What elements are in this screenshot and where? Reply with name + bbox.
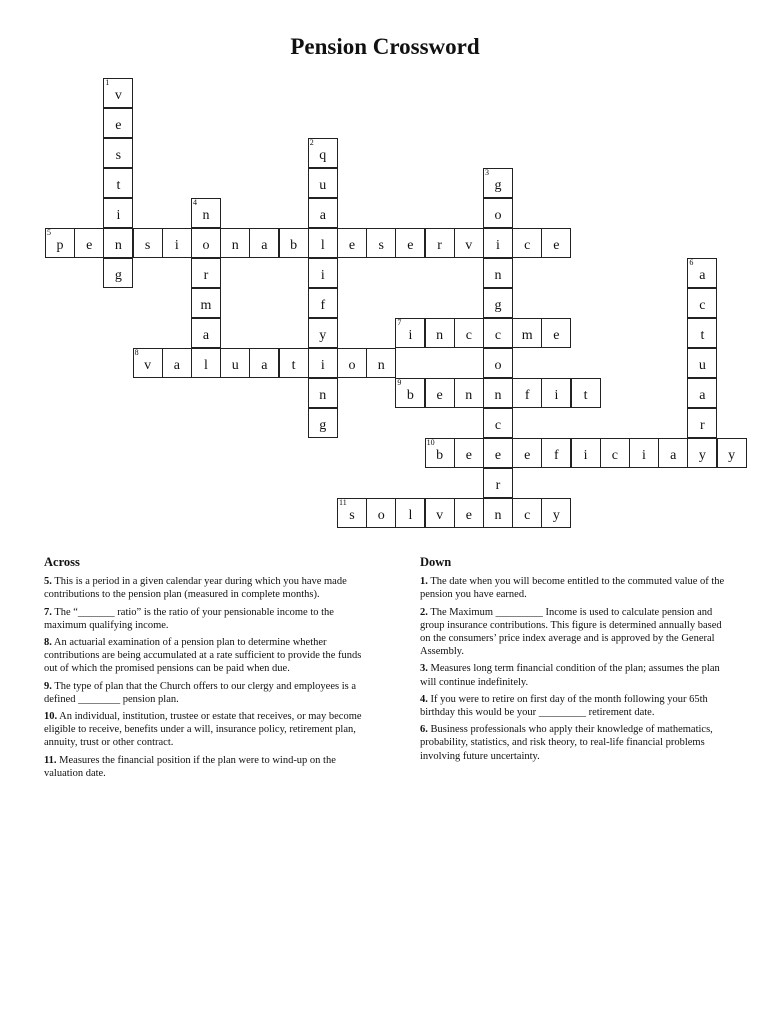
clue-number: 11. xyxy=(44,754,57,766)
crossword-cell[interactable] xyxy=(395,378,425,408)
cell-number: 11 xyxy=(339,498,347,507)
crossword-cell[interactable] xyxy=(366,228,396,258)
crossword-cell[interactable] xyxy=(220,348,250,378)
crossword-cell[interactable] xyxy=(337,348,367,378)
crossword-cell[interactable] xyxy=(512,318,542,348)
crossword-cell[interactable] xyxy=(425,378,455,408)
cell-letter: c xyxy=(699,298,706,313)
clue-number: 6. xyxy=(420,724,428,736)
clue-number: 4. xyxy=(420,693,428,705)
cell-letter: o xyxy=(202,238,210,253)
cell-letter: g xyxy=(319,418,327,433)
cell-number: 4 xyxy=(193,198,197,207)
cell-letter: c xyxy=(465,328,472,343)
cell-letter: n xyxy=(494,508,502,523)
cell-letter: q xyxy=(319,148,327,163)
cell-letter: o xyxy=(377,508,385,523)
crossword-cell[interactable] xyxy=(483,288,513,318)
cell-letter: g xyxy=(494,178,502,193)
cell-letter: i xyxy=(583,448,588,463)
cell-letter: n xyxy=(231,238,239,253)
crossword-cell[interactable] xyxy=(483,318,513,348)
cell-letter: t xyxy=(700,328,705,343)
cell-letter: a xyxy=(261,238,268,253)
across-heading: Across xyxy=(44,555,80,569)
crossword-cell[interactable] xyxy=(133,348,163,378)
cell-letter: e xyxy=(348,238,356,253)
cell-letter: p xyxy=(56,238,64,253)
clue-text: Business professionals who apply their knowledge of mathematics, probability, statistics, and risk theory, to real-life financial problems involving future uncertainty. xyxy=(420,724,713,762)
cell-letter: y xyxy=(728,448,736,463)
crossword-cell[interactable] xyxy=(308,258,338,288)
crossword-cell[interactable] xyxy=(103,138,133,168)
cell-letter: e xyxy=(553,238,560,253)
clue-across-10 xyxy=(44,710,362,750)
cell-letter: e xyxy=(465,508,472,523)
crossword-cell[interactable] xyxy=(308,348,338,378)
crossword-cell[interactable] xyxy=(103,198,133,228)
cell-letter: g xyxy=(494,298,502,313)
clue-text: If you were to retire on first day of the month following your 65th birthday this would be your _________ retirement date. xyxy=(420,693,708,719)
cell-letter: s xyxy=(378,238,384,253)
clue-text: The Maximum _________ Income is used to calculate pension and group insurance contributions. This figure is determined annually based on the consumers’ price index average and is approved by the General Assembly. xyxy=(420,606,722,658)
crossword-cell[interactable] xyxy=(74,228,104,258)
crossword-cell[interactable] xyxy=(103,168,133,198)
crossword-cell[interactable] xyxy=(541,438,571,468)
clue-down-4 xyxy=(420,693,730,719)
cell-letter: l xyxy=(320,238,325,253)
crossword-cell[interactable] xyxy=(512,438,542,468)
cell-letter: s xyxy=(144,238,151,253)
crossword-cell[interactable] xyxy=(162,228,192,258)
cell-letter: u xyxy=(319,178,327,193)
cell-letter: e xyxy=(115,118,122,133)
crossword-cell[interactable] xyxy=(483,468,513,498)
crossword-cell[interactable] xyxy=(425,228,455,258)
cell-letter: e xyxy=(436,388,443,403)
crossword-cell[interactable] xyxy=(103,258,133,288)
clue-across-9 xyxy=(44,680,362,706)
down-clues xyxy=(420,556,730,767)
across-clue-list xyxy=(44,575,362,780)
crossword-cell[interactable] xyxy=(191,348,221,378)
clue-across-7 xyxy=(44,606,362,632)
cell-number: 1 xyxy=(105,78,110,87)
page-title: Pension Crossword xyxy=(290,34,480,59)
crossword-cell[interactable] xyxy=(483,168,513,198)
crossword-cell[interactable] xyxy=(483,228,513,258)
crossword-cell[interactable] xyxy=(308,138,338,168)
crossword-cell[interactable] xyxy=(395,318,425,348)
crossword-cell[interactable] xyxy=(45,228,75,258)
clue-across-5 xyxy=(44,575,362,601)
cell-letter: v xyxy=(114,88,122,103)
cell-letter: v xyxy=(144,358,152,373)
cell-letter: o xyxy=(494,208,502,223)
cell-letter: a xyxy=(173,358,180,373)
cell-letter: m xyxy=(200,298,212,313)
cell-letter: c xyxy=(494,328,502,343)
crossword-cell[interactable] xyxy=(541,378,571,408)
cell-letter: r xyxy=(437,238,442,253)
crossword-cell[interactable] xyxy=(454,378,484,408)
crossword-cell[interactable] xyxy=(103,108,133,138)
crossword-cell[interactable] xyxy=(483,378,513,408)
cell-letter: i xyxy=(320,268,325,283)
crossword-cell[interactable] xyxy=(687,438,717,468)
cell-letter: i xyxy=(408,328,413,343)
crossword-cell[interactable] xyxy=(308,198,338,228)
crossword-cell[interactable] xyxy=(191,228,221,258)
clue-down-1 xyxy=(420,575,730,601)
crossword-cell[interactable] xyxy=(308,288,338,318)
clue-text: An actuarial examination of a pension plan to determine whether contributions are being accumulated at a rate sufficient to provide the funds out of which the promised pensions can be paid when due. xyxy=(44,637,362,675)
cell-number: 3 xyxy=(485,168,489,177)
cell-letter: y xyxy=(319,328,327,343)
crossword-cell[interactable] xyxy=(687,348,717,378)
cell-letter: b xyxy=(290,238,298,253)
crossword-cell[interactable] xyxy=(249,348,279,378)
cell-letter: n xyxy=(202,208,210,223)
cell-letter: i xyxy=(174,238,179,253)
cell-letter: l xyxy=(408,508,413,523)
across-clues xyxy=(44,556,362,784)
cell-number: 5 xyxy=(47,228,51,237)
crossword-cell[interactable] xyxy=(512,378,542,408)
crossword-cell[interactable] xyxy=(395,228,425,258)
crossword-cell[interactable] xyxy=(425,318,455,348)
crossword-cell[interactable] xyxy=(512,498,542,528)
cell-letter: n xyxy=(494,388,502,403)
cell-letter: i xyxy=(320,358,325,373)
cell-letter: t xyxy=(583,388,588,403)
cell-letter: r xyxy=(700,418,705,433)
cell-letter: s xyxy=(349,508,355,523)
crossword-cell[interactable] xyxy=(366,498,396,528)
cell-letter: g xyxy=(114,268,122,283)
crossword-cell[interactable] xyxy=(483,498,513,528)
crossword-cell[interactable] xyxy=(454,318,484,348)
cell-letter: v xyxy=(436,508,444,523)
crossword-cell[interactable] xyxy=(483,438,513,468)
cell-number: 8 xyxy=(134,348,139,357)
clue-number: 3. xyxy=(420,663,428,675)
clue-number: 2. xyxy=(420,606,428,618)
crossword-cell[interactable] xyxy=(687,408,717,438)
cell-letter: a xyxy=(261,358,268,373)
crossword-cell[interactable] xyxy=(337,498,367,528)
crossword-cell[interactable] xyxy=(191,318,221,348)
cell-letter: c xyxy=(524,508,531,523)
cell-number: 6 xyxy=(689,258,694,267)
crossword-cell[interactable] xyxy=(191,198,221,228)
cell-letter: n xyxy=(319,388,327,403)
crossword-cell[interactable] xyxy=(483,258,513,288)
clue-across-11 xyxy=(44,754,362,780)
cell-letter: c xyxy=(494,418,502,433)
clue-text: The type of plan that the Church offers to our clergy and employees is a defined ________ pension plan. xyxy=(44,680,357,705)
crossword-cell[interactable] xyxy=(220,228,250,258)
clue-across-8 xyxy=(44,636,362,676)
crossword-cell[interactable] xyxy=(425,438,455,468)
cell-number: 10 xyxy=(426,438,435,447)
cell-letter: r xyxy=(203,268,209,283)
cell-letter: i xyxy=(496,238,500,253)
cell-letter: e xyxy=(524,448,531,463)
cell-letter: a xyxy=(202,328,210,343)
crossword-cell[interactable] xyxy=(483,408,513,438)
cell-letter: y xyxy=(552,508,560,523)
crossword-cell[interactable] xyxy=(629,438,659,468)
crossword-cell[interactable] xyxy=(191,258,221,288)
cell-letter: b xyxy=(406,388,414,403)
crossword-cell[interactable] xyxy=(103,78,133,108)
crossword-cell[interactable] xyxy=(483,348,513,378)
clue-number: 10. xyxy=(44,711,58,723)
cell-number: 7 xyxy=(397,318,402,327)
crossword-cell[interactable] xyxy=(103,228,133,258)
cell-letter: n xyxy=(114,238,122,253)
crossword-cell[interactable] xyxy=(249,228,279,258)
cell-letter: a xyxy=(699,268,706,283)
crossword-cell[interactable] xyxy=(541,318,571,348)
crossword-cell[interactable] xyxy=(454,438,484,468)
clue-text: This is a period in a given calendar year during which you have made contributions to the pension plan (measured in complete months). xyxy=(44,576,347,601)
crossword-cell[interactable] xyxy=(687,288,717,318)
crossword-cell[interactable] xyxy=(687,318,717,348)
cell-letter: a xyxy=(670,448,677,463)
clue-number: 7. xyxy=(44,606,52,618)
cell-letter: c xyxy=(611,448,618,463)
crossword-cell[interactable] xyxy=(308,228,338,258)
cell-letter: a xyxy=(319,208,326,223)
clue-down-3 xyxy=(420,662,730,688)
clue-number: 1. xyxy=(420,576,428,588)
cell-letter: t xyxy=(291,358,296,373)
cell-letter: u xyxy=(231,358,239,373)
cell-letter: f xyxy=(320,298,326,313)
crossword-cell[interactable] xyxy=(483,198,513,228)
cell-letter: i xyxy=(642,448,646,463)
cell-letter: n xyxy=(465,388,473,403)
crossword-cell[interactable] xyxy=(425,498,455,528)
cell-number: 2 xyxy=(309,138,314,147)
cell-letter: f xyxy=(524,388,530,403)
crossword-cell[interactable] xyxy=(717,438,747,468)
crossword-cell[interactable] xyxy=(571,378,601,408)
cell-letter: r xyxy=(495,478,501,493)
cell-letter: e xyxy=(465,448,472,463)
crossword-cell[interactable] xyxy=(454,228,484,258)
cell-letter: n xyxy=(494,268,502,283)
cell-letter: c xyxy=(524,238,531,253)
cell-letter: e xyxy=(86,238,93,253)
cell-letter: e xyxy=(553,328,560,343)
cell-letter: e xyxy=(407,238,414,253)
crossword-cell[interactable] xyxy=(454,498,484,528)
crossword-cell[interactable] xyxy=(512,228,542,258)
cell-letter: l xyxy=(204,358,208,373)
clue-text: Measures the financial position if the plan were to wind-up on the valuation date. xyxy=(44,754,336,779)
cell-letter: i xyxy=(554,388,559,403)
clue-number: 5. xyxy=(44,576,52,588)
clue-text: The “_______ ratio” is the ratio of your pensionable income to the maximum qualifying income. xyxy=(44,606,334,631)
cell-letter: y xyxy=(698,448,706,463)
cell-letter: m xyxy=(521,328,533,343)
crossword-cell[interactable] xyxy=(541,228,571,258)
cell-letter: n xyxy=(377,358,385,373)
crossword-cell[interactable] xyxy=(162,348,192,378)
crossword-cell[interactable] xyxy=(687,378,717,408)
cell-letter: o xyxy=(348,358,356,373)
clue-number: 9. xyxy=(44,680,52,692)
crossword-cell[interactable] xyxy=(687,258,717,288)
crossword-cell[interactable] xyxy=(571,438,601,468)
cell-number: 9 xyxy=(397,378,402,387)
cell-letter: v xyxy=(465,238,473,253)
crossword-cell[interactable] xyxy=(308,318,338,348)
cell-letter: i xyxy=(116,208,121,223)
clue-number: 8. xyxy=(44,637,52,649)
cell-letter: f xyxy=(554,448,559,463)
crossword-cell[interactable] xyxy=(337,228,367,258)
crossword-cell[interactable] xyxy=(279,228,309,258)
clue-text: The date when you will become entitled to the commuted value of the pension you have earned. xyxy=(420,576,725,601)
cell-letter: e xyxy=(494,448,502,463)
crossword-cell[interactable] xyxy=(308,378,338,408)
crossword-cell[interactable] xyxy=(600,438,630,468)
clue-down-6 xyxy=(420,723,730,763)
clue-text: An individual, institution, trustee or estate that receives, or may become eligible to receive, benefits under a will, insurance policy, retirement plan, annuity, trust or other contract. xyxy=(44,711,362,749)
down-heading: Down xyxy=(420,555,452,569)
crossword-cell[interactable] xyxy=(191,288,221,318)
cell-letter: t xyxy=(116,178,121,193)
crossword-cell[interactable] xyxy=(395,498,425,528)
crossword-cell[interactable] xyxy=(308,168,338,198)
crossword-cell[interactable] xyxy=(308,408,338,438)
crossword-cell[interactable] xyxy=(133,228,163,258)
clue-down-2 xyxy=(420,606,730,659)
down-clue-list xyxy=(420,575,730,763)
crossword-cell[interactable] xyxy=(279,348,309,378)
crossword-cell[interactable] xyxy=(658,438,688,468)
crossword-cell[interactable] xyxy=(541,498,571,528)
cell-letter: o xyxy=(494,358,502,373)
crossword-cell[interactable] xyxy=(366,348,396,378)
cell-letter: b xyxy=(436,448,444,463)
cell-letter: u xyxy=(698,358,706,373)
cell-letter: n xyxy=(436,328,444,343)
clue-text: Measures long term financial condition of the plan; assumes the plan will continue indefinitely. xyxy=(420,663,720,688)
cell-letter: s xyxy=(115,148,122,163)
cell-letter: a xyxy=(699,388,706,403)
